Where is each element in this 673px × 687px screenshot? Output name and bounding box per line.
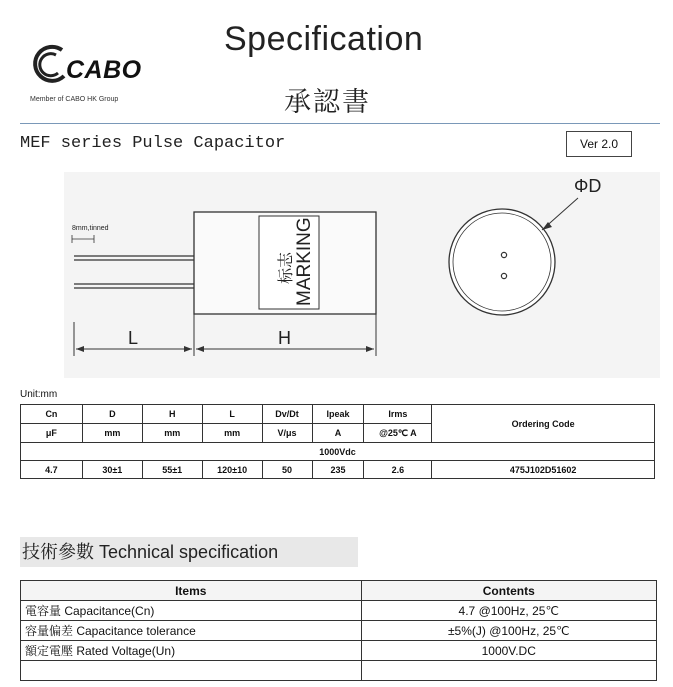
logo-text: CABO [66, 56, 142, 84]
ordering-table [20, 404, 655, 479]
table-row [21, 601, 657, 621]
cell-dvdt: 50 [262, 461, 312, 479]
lead-note: 8mm,tinned [72, 225, 109, 232]
header-irms: Irms [364, 405, 432, 424]
header-divider [20, 123, 660, 124]
logo-subtitle: Member of CABO HK Group [30, 96, 119, 103]
marking-cn: 标志 [276, 251, 295, 284]
dim-d-label: ΦD [574, 176, 602, 196]
unit-d: mm [82, 424, 142, 443]
cell-cn: 4.7 [21, 461, 83, 479]
table-row [21, 661, 657, 681]
header-l: L [202, 405, 262, 424]
cell-irms: 2.6 [364, 461, 432, 479]
page-title: Specification [224, 20, 424, 58]
table-row [21, 621, 657, 641]
table-row [21, 461, 655, 479]
unit-ipeak: A [312, 424, 364, 443]
item-cell: 電容量 Capacitance(Cn) [21, 601, 362, 621]
header-cn: Cn [21, 405, 83, 424]
header-h: H [142, 405, 202, 424]
page-subtitle: 承認書 [284, 87, 371, 118]
content-cell: ±5%(J) @100Hz, 25℃ [361, 621, 657, 641]
header-ipeak: Ipeak [312, 405, 364, 424]
tech-spec-heading: 技術參數 Technical specification [20, 537, 358, 567]
unit-label: Unit:mm [20, 389, 58, 400]
item-cell [21, 661, 362, 681]
cell-ipeak: 235 [312, 461, 364, 479]
content-cell [361, 661, 657, 681]
header-ordering-code: Ordering Code [432, 405, 655, 443]
content-cell: 1000V.DC [361, 641, 657, 661]
cell-d: 30±1 [82, 461, 142, 479]
company-logo [28, 36, 148, 106]
content-cell: 4.7 @100Hz, 25℃ [361, 601, 657, 621]
unit-cn: μF [21, 424, 83, 443]
dim-h-label: H [278, 328, 291, 348]
tech-header-row [21, 581, 657, 601]
table-row [21, 641, 657, 661]
header-dvdt: Dv/Dt [262, 405, 312, 424]
unit-h: mm [142, 424, 202, 443]
item-cell: 額定電壓 Rated Voltage(Un) [21, 641, 362, 661]
cell-h: 55±1 [142, 461, 202, 479]
table-header-row [21, 405, 655, 424]
unit-irms: @25℃ A [364, 424, 432, 443]
dim-l-label: L [128, 328, 139, 348]
version-badge: Ver 2.0 [566, 131, 632, 157]
series-title: MEF series Pulse Capacitor [20, 134, 286, 153]
header-d: D [82, 405, 142, 424]
capacitor-drawing [64, 172, 660, 378]
voltage-cell: 1000Vdc [21, 443, 655, 461]
unit-l: mm [202, 424, 262, 443]
unit-dvdt: V/μs [262, 424, 312, 443]
tech-spec-table [20, 580, 657, 681]
marking-en: MARKING [294, 217, 315, 306]
cell-ordering-code: 475J102D51602 [432, 461, 655, 479]
header-items: Items [21, 581, 362, 601]
item-cell: 容量偏差 Capacitance tolerance [21, 621, 362, 641]
header-contents: Contents [361, 581, 657, 601]
cell-l: 120±10 [202, 461, 262, 479]
voltage-row [21, 443, 655, 461]
